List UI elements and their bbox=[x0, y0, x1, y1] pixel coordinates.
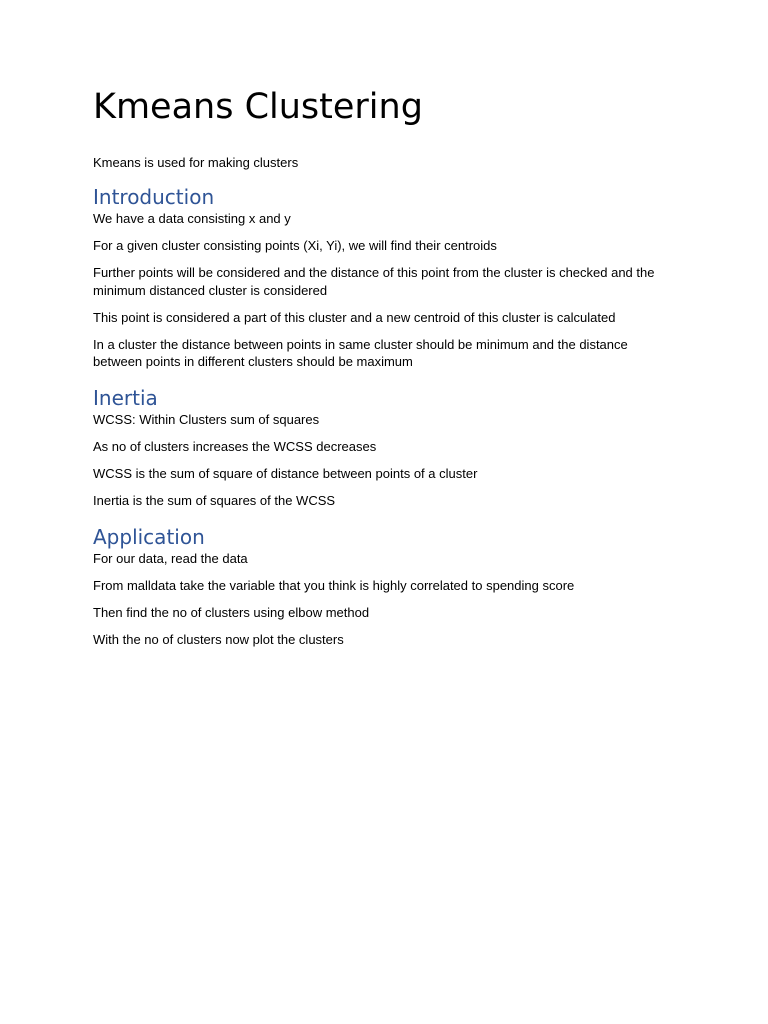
paragraph: Further points will be considered and the distance of this point from the cluster is checked and the minimum distanced cluster is considered bbox=[93, 265, 655, 298]
document-title: Kmeans Clustering bbox=[93, 87, 423, 127]
paragraph: In a cluster the distance between points in same cluster should be minimum and the distance between points in different clusters should be maximum bbox=[93, 336, 628, 369]
paragraph: WCSS: Within Clusters sum of squares bbox=[93, 412, 320, 427]
section-heading-application: Application bbox=[93, 525, 205, 549]
paragraph: For a given cluster consisting points (Xi, Yi), we will find their centroids bbox=[93, 238, 497, 253]
section-application bbox=[93, 524, 673, 658]
paragraph: Then find the no of clusters using elbow method bbox=[93, 605, 370, 620]
paragraph: We have a data consisting x and y bbox=[93, 211, 291, 226]
paragraph: From malldata take the variable that you think is highly correlated to spending score bbox=[93, 578, 575, 593]
document-lead-paragraph: Kmeans is used for making clusters bbox=[93, 155, 299, 170]
paragraph: With the no of clusters now plot the clusters bbox=[93, 632, 344, 647]
section-inertia bbox=[93, 385, 673, 519]
paragraph: Inertia is the sum of squares of the WCSS bbox=[93, 493, 336, 508]
section-heading-introduction: Introduction bbox=[93, 185, 215, 209]
section-heading-inertia: Inertia bbox=[93, 386, 158, 410]
paragraph: For our data, read the data bbox=[93, 551, 248, 566]
paragraph: As no of clusters increases the WCSS decreases bbox=[93, 439, 377, 454]
section-introduction bbox=[93, 184, 673, 380]
paragraph: WCSS is the sum of square of distance between points of a cluster bbox=[93, 466, 478, 481]
paragraph: This point is considered a part of this cluster and a new centroid of this cluster is calculated bbox=[93, 309, 616, 325]
